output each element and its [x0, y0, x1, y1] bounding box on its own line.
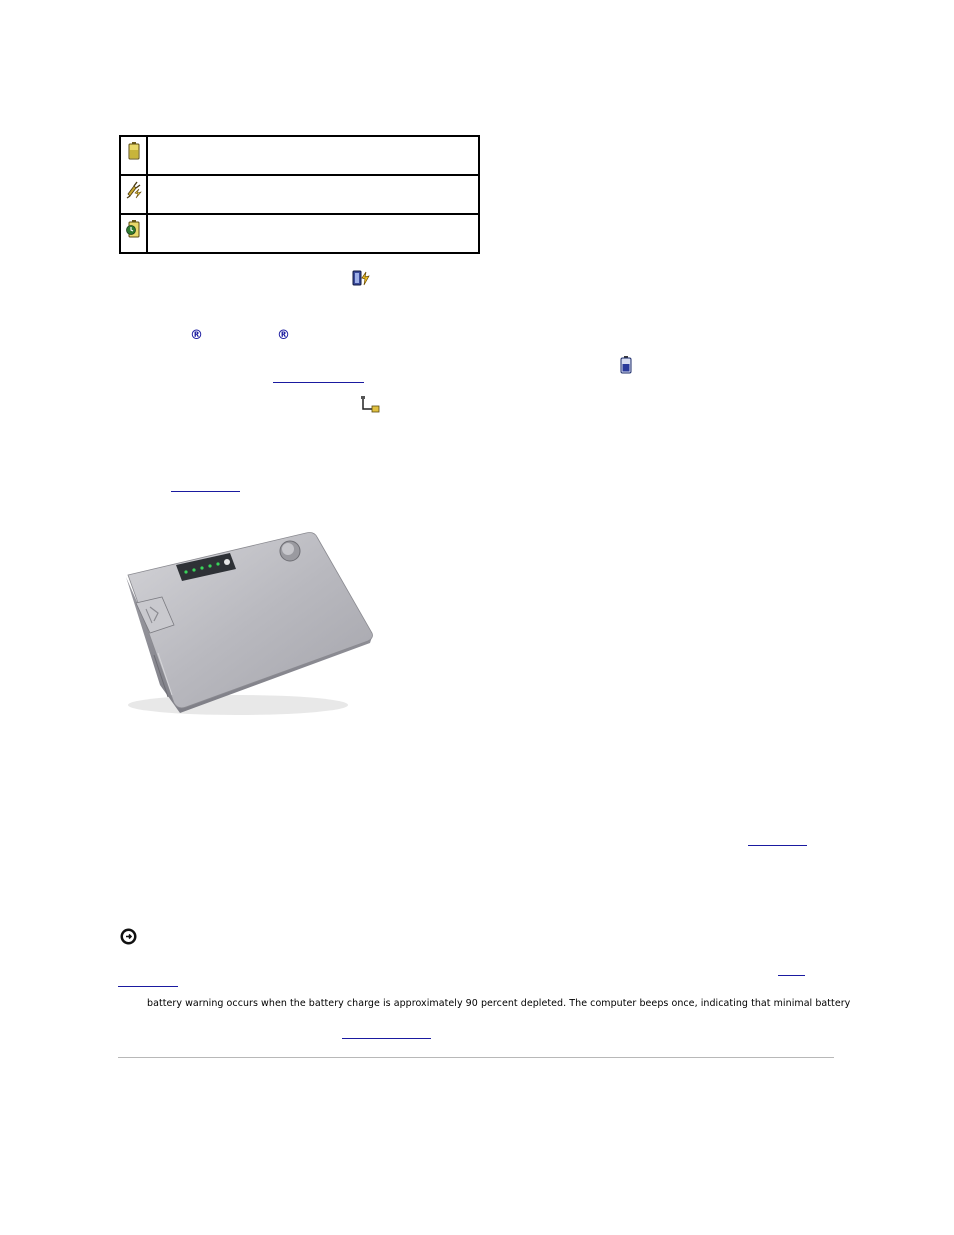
hyperlink[interactable] — [273, 382, 364, 383]
registered-mark: ® — [277, 328, 290, 343]
notice-icon — [120, 928, 137, 945]
battery-charging-icon — [125, 219, 143, 239]
battery-photo — [118, 525, 380, 720]
table-cell-icon — [120, 214, 147, 253]
table-row — [120, 214, 479, 253]
hyperlink[interactable] — [748, 845, 807, 846]
table-row — [120, 136, 479, 175]
hyperlink[interactable] — [118, 986, 178, 987]
battery-icon — [126, 141, 142, 161]
table-cell-icon — [120, 175, 147, 214]
hyperlink[interactable] — [778, 975, 805, 976]
divider — [118, 1057, 834, 1058]
power-meter-icon — [352, 268, 370, 288]
hyperlink[interactable] — [171, 491, 240, 492]
ac-adapter-icon — [360, 396, 380, 414]
registered-mark: ® — [190, 328, 203, 343]
power-status-table — [119, 135, 480, 254]
table-cell-description — [147, 175, 479, 214]
ac-power-plug-icon — [125, 180, 143, 200]
hyperlink[interactable] — [342, 1038, 431, 1039]
table-row — [120, 175, 479, 214]
table-cell-description — [147, 214, 479, 253]
table-cell-description — [147, 136, 479, 175]
table-cell-icon — [120, 136, 147, 175]
battery-status-icon — [620, 356, 632, 374]
battery-warning-text: battery warning occurs when the battery charge is approximately 90 percent depleted. The computer beeps once, indicating that minimal battery — [147, 998, 851, 1009]
